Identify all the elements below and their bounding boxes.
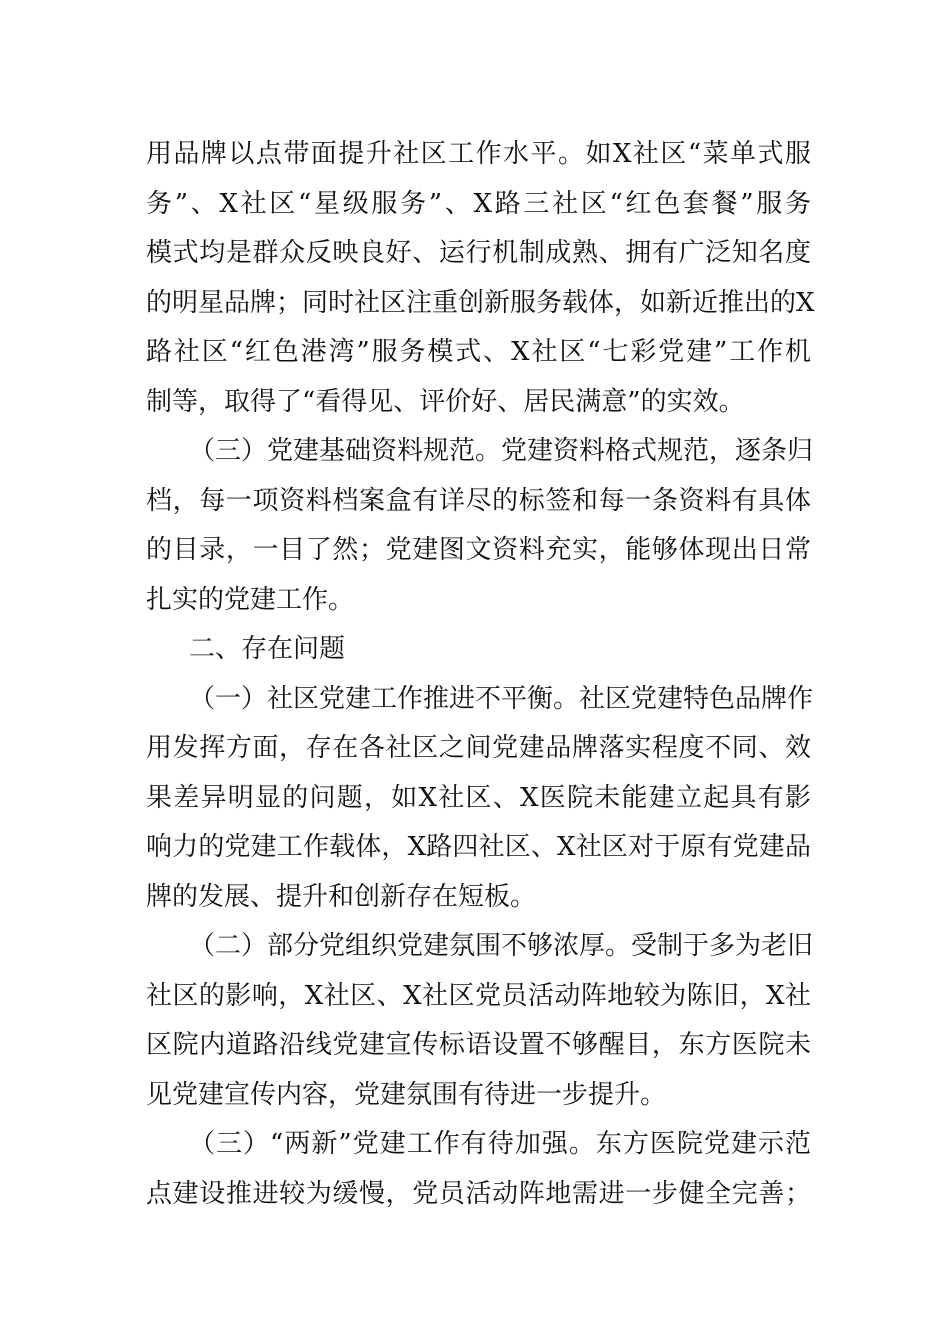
section-heading-line: （三）“两新”党建工作有待加强。东方医院党建示范 — [189, 1129, 811, 1159]
text-line: 响力的党建工作载体，X路四社区、X社区对于原有党建品 — [146, 832, 811, 862]
text-line: 区院内道路沿线党建宣传标语设置不够醒目，东方医院未 — [146, 1030, 811, 1060]
text-line: 牌的发展、提升和创新存在短板。 — [146, 881, 537, 912]
text-line: 用品牌以点带面提升社区工作水平。如X社区“菜单式服 — [146, 139, 811, 169]
text-line: 路社区“红色港湾”服务模式、X社区“七彩党建”工作机 — [146, 337, 811, 367]
section-heading-line: （一）社区党建工作推进不平衡。社区党建特色品牌作 — [189, 683, 814, 714]
text-line: 社区的影响，X社区、X社区党员活动阵地较为陈旧，X社 — [146, 980, 811, 1011]
section-title: 二、存在问题 — [189, 634, 346, 664]
text-line: 点建设推进较为缓慢，党员活动阵地需进一步健全完善； — [146, 1178, 811, 1209]
text-line: 的目录，一目了然；党建图文资料充实，能够体现出日常 — [146, 535, 811, 565]
text-line: 档，每一项资料档案盒有详尽的标签和每一条资料有具体 — [146, 485, 811, 516]
text-line: 制等，取得了“看得见、评价好、居民满意”的实效。 — [146, 386, 745, 417]
body-text — [146, 130, 815, 1219]
section-heading-line: （二）部分党组织党建氛围不够浓厚。受制于多为老旧 — [189, 931, 814, 961]
text-line: 见党建宣传内容，党建氛围有待进一步提升。 — [146, 1079, 667, 1110]
text-line: 扎实的党建工作。 — [146, 584, 355, 615]
text-line: 的明星品牌；同时社区注重创新服务载体，如新近推出的X — [146, 287, 815, 318]
text-line: 务”、X社区“星级服务”、X路三社区“红色套餐”服务 — [146, 188, 811, 219]
text-line: 用发挥方面，存在各社区之间党建品牌落实程度不同、效 — [146, 733, 811, 763]
text-line: 模式均是群众反映良好、运行机制成熟、拥有广泛知名度 — [146, 238, 811, 268]
section-heading-line: （三）党建基础资料规范。党建资料格式规范，逐条归 — [189, 436, 814, 466]
text-line: 果差异明显的问题，如X社区、X医院未能建立起具有影 — [146, 782, 811, 813]
